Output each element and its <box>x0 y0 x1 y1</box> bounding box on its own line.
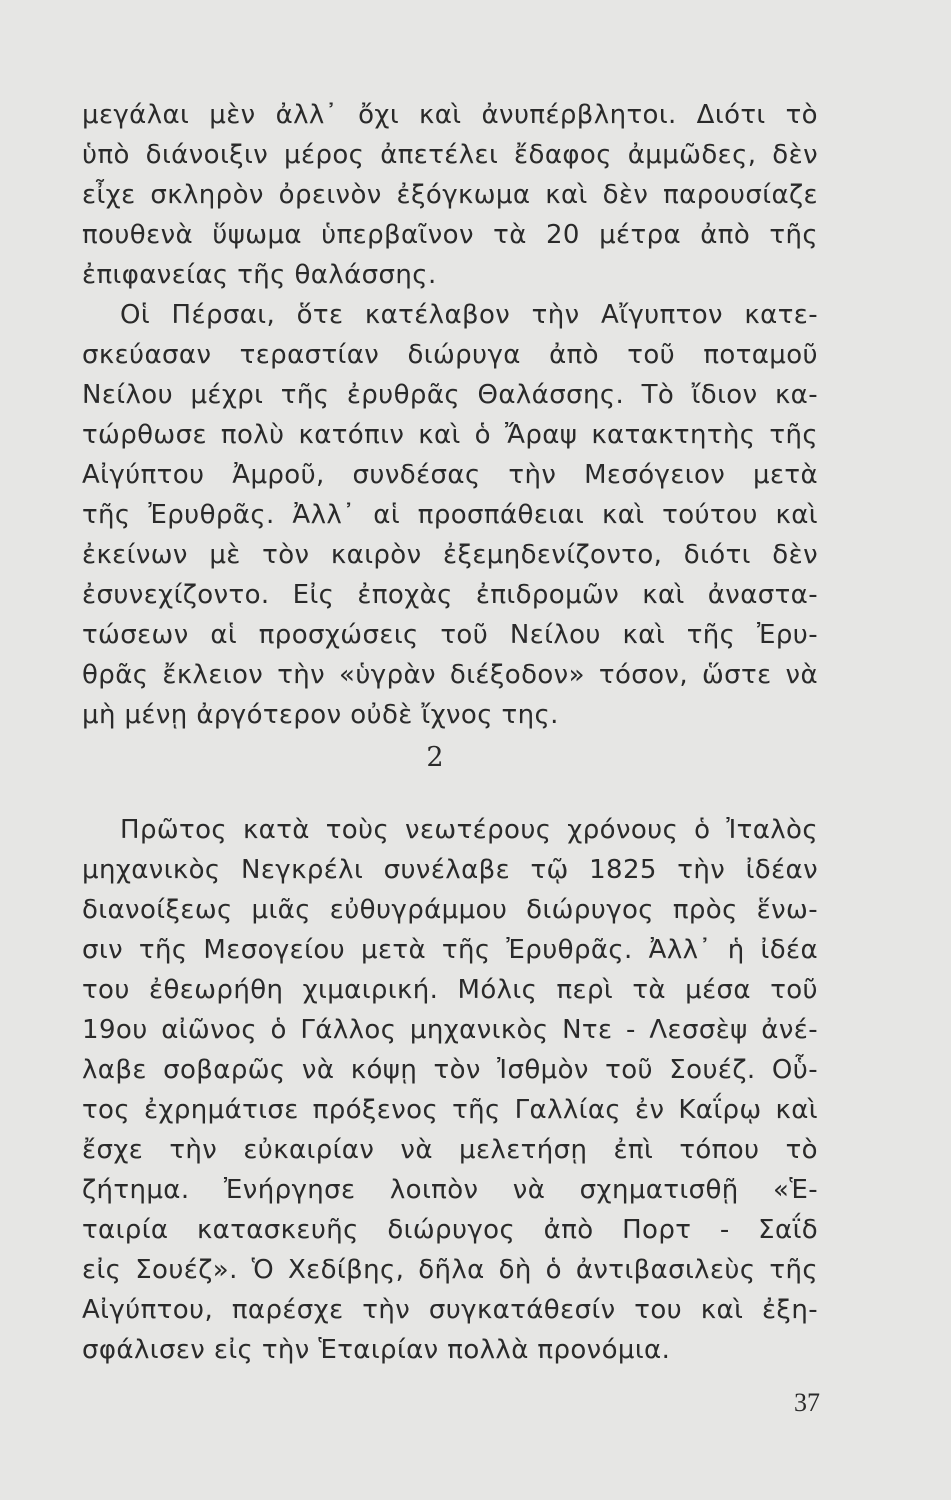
text-line: του ἐθεωρήθη χιμαιρική. Μόλις περὶ τὰ μέσα τοῦ <box>82 975 818 1005</box>
text-line: διανοίξεως μιᾶς εὐθυγράμμου διώρυγος πρὸς ἕνω- <box>82 895 818 925</box>
section-number: 2 <box>426 742 444 773</box>
text-line: μὴ μένῃ ἀργότερον οὐδὲ ἴχνος της. <box>82 700 559 730</box>
text-line: ἐπιφανείας τῆς θαλάσσης. <box>82 260 437 290</box>
text-line: θρᾶς ἔκλειον τὴν «ὑγρὰν διέξοδον» τόσον, ὥστε νὰ <box>82 660 818 690</box>
text-line: μεγάλαι μὲν ἀλλ᾽ ὄχι καὶ ἀνυπέρβλητοι. Διότι τὸ <box>82 100 818 130</box>
text-line: μηχανικὸς Νεγκρέλι συνέλαβε τῷ 1825 τὴν ἰδέαν <box>82 855 818 885</box>
text-line: ὑπὸ διάνοιξιν μέρος ἀπετέλει ἔδαφος ἀμμῶδες, δὲν <box>82 140 818 170</box>
text-line: εἰς Σουέζ». Ὁ Χεδίβης, δῆλα δὴ ὁ ἀντιβασιλεὺς τῆς <box>82 1255 818 1285</box>
text-line: τώσεων αἱ προσχώσεις τοῦ Νείλου καὶ τῆς Ἐρυ- <box>82 620 818 650</box>
text-line: τος ἐχρημάτισε πρόξενος τῆς Γαλλίας ἐν Καΐρῳ καὶ <box>82 1095 818 1125</box>
text-line: Αἰγύπτου Ἀμροῦ, συνδέσας τὴν Μεσόγειον μετὰ <box>82 460 818 490</box>
text-line: τῆς Ἐρυθρᾶς. Ἀλλ᾽ αἱ προσπάθειαι καὶ τούτου καὶ <box>82 500 818 530</box>
text-line: ταιρία κατασκευῆς διώρυγος ἀπὸ Πορτ - Σαΐδ <box>82 1215 818 1245</box>
text-line: σφάλισεν εἰς τὴν Ἑταιρίαν πολλὰ προνόμια. <box>82 1335 671 1365</box>
text-line: εἶχε σκληρὸν ὀρεινὸν ἐξόγκωμα καὶ δὲν παρουσίαζε <box>82 180 818 210</box>
text-line: λαβε σοβαρῶς νὰ κόψῃ τὸν Ἰσθμὸν τοῦ Σουέζ. Οὗ- <box>82 1055 818 1085</box>
text-line: Αἰγύπτου, παρέσχε τὴν συγκατάθεσίν του καὶ ἐξη- <box>82 1295 818 1325</box>
text-line: σιν τῆς Μεσογείου μετὰ τῆς Ἐρυθρᾶς. Ἀλλ᾽ ἡ ἰδέα <box>82 935 818 965</box>
text-line: Πρῶτος κατὰ τοὺς νεωτέρους χρόνους ὁ Ἰταλὸς <box>120 815 818 845</box>
text-line: Νείλου μέχρι τῆς ἐρυθρᾶς Θαλάσσης. Τὸ ἴδιον κα- <box>82 380 818 410</box>
text-line: ζήτημα. Ἐνήργησε λοιπὸν νὰ σχηματισθῇ «Ἑ- <box>82 1175 818 1205</box>
text-line: ἐσυνεχίζοντο. Εἰς ἐποχὰς ἐπιδρομῶν καὶ ἀναστα- <box>82 580 818 610</box>
text-line: ἐκείνων μὲ τὸν καιρὸν ἐξεμηδενίζοντο, διότι δὲν <box>82 540 818 570</box>
text-line: Οἱ Πέρσαι, ὅτε κατέλαβον τὴν Αἴγυπτον κατε- <box>120 300 818 330</box>
text-line: τώρθωσε πολὺ κατόπιν καὶ ὁ Ἄραψ κατακτητὴς τῆς <box>82 420 818 450</box>
text-line: πουθενὰ ὕψωμα ὑπερβαῖνον τὰ 20 μέτρα ἀπὸ τῆς <box>82 220 818 250</box>
text-line: 19ου αἰῶνος ὁ Γάλλος μηχανικὸς Ντε - Λεσσὲψ ἀνέ- <box>82 1015 818 1045</box>
text-line: σκεύασαν τεραστίαν διώρυγα ἀπὸ τοῦ ποταμοῦ <box>82 340 818 370</box>
page-number: 37 <box>794 1388 820 1417</box>
text-line: ἔσχε τὴν εὐκαιρίαν νὰ μελετήσῃ ἐπὶ τόπου τὸ <box>82 1135 818 1165</box>
